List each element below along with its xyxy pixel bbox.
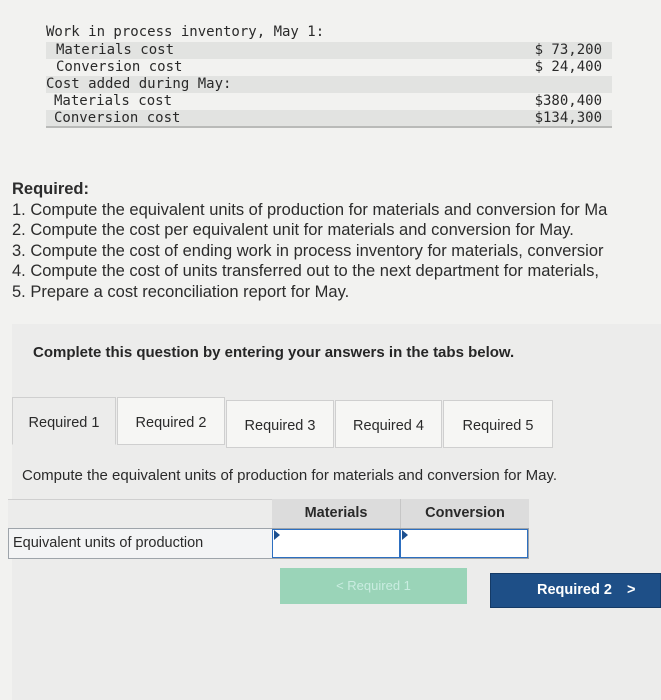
table-bottom-rule [46, 126, 612, 128]
cost-row-label: Materials cost [54, 93, 173, 109]
tab-bar [12, 394, 661, 452]
tab-label: Required 1 [28, 415, 100, 431]
triangle-marker-icon [402, 530, 408, 540]
previous-button-label: Required 1 [347, 578, 411, 593]
required-item: 3. Compute the cost of ending work in process inventory for materials, conversior [12, 241, 604, 260]
previous-button[interactable] [280, 568, 467, 604]
required-item: 5. Prepare a cost reconciliation report for May. [12, 282, 350, 301]
tab-label: Required 5 [462, 418, 534, 434]
cost-row-wip-conversion [46, 59, 612, 76]
cost-row-added-heading [46, 76, 612, 93]
tab-required-3[interactable] [226, 400, 334, 448]
required-heading: Required: [12, 180, 90, 198]
question-prompt: Compute the equivalent units of production for materials and conversion for May. [22, 467, 558, 484]
header-blank-cell [8, 499, 272, 528]
tab-required-2[interactable] [117, 397, 225, 445]
tab-required-4[interactable] [335, 400, 442, 448]
cost-row-label: Cost added during May: [46, 76, 232, 92]
cost-row-value: $ 24,400 [534, 59, 602, 75]
cost-row-wip-materials [46, 42, 612, 59]
chevron-right-icon: > [627, 582, 636, 598]
instruction-text: Complete this question by entering your answers in the tabs below. [33, 344, 515, 361]
cost-row-label: Conversion cost [56, 59, 183, 75]
column-header-materials: Materials [272, 499, 400, 528]
tab-required-1[interactable] [12, 397, 116, 445]
tab-label: Required 2 [135, 415, 207, 431]
next-button-label: Required 2 [537, 582, 612, 598]
tab-label: Required 3 [244, 418, 316, 434]
cost-row-wip-heading [46, 24, 612, 42]
cost-row-value: $134,300 [534, 110, 602, 126]
next-button[interactable] [490, 573, 661, 608]
required-item: 2. Compute the cost per equivalent unit for materials and conversion for May. [12, 221, 574, 239]
tab-label: Required 4 [353, 418, 424, 434]
row-label-equivalent-units: Equivalent units of production [13, 535, 204, 551]
cost-row-added-conversion [46, 110, 612, 127]
answer-table [8, 499, 529, 559]
required-list [12, 179, 661, 302]
required-item: 1. Compute the equivalent units of production for materials and conversion for Ma [12, 200, 608, 219]
required-item: 4. Compute the cost of units transferred out to the next department for materials, [12, 262, 599, 280]
cost-row-label: Work in process inventory, May 1: [46, 24, 325, 40]
conversion-input[interactable] [400, 529, 528, 558]
column-header-conversion: Conversion [400, 499, 529, 528]
cost-row-value: $380,400 [534, 93, 602, 109]
tab-required-5[interactable] [443, 400, 553, 448]
table-row [8, 528, 529, 559]
materials-input[interactable] [272, 529, 400, 558]
cost-row-label: Materials cost [56, 42, 175, 58]
cost-data-table [46, 24, 612, 127]
cost-row-value: $ 73,200 [534, 42, 602, 58]
triangle-marker-icon [274, 530, 280, 540]
answer-table-header [8, 499, 529, 528]
cost-row-label: Conversion cost [54, 110, 181, 126]
cost-row-added-materials [46, 93, 612, 110]
chevron-left-icon: < [336, 578, 344, 593]
